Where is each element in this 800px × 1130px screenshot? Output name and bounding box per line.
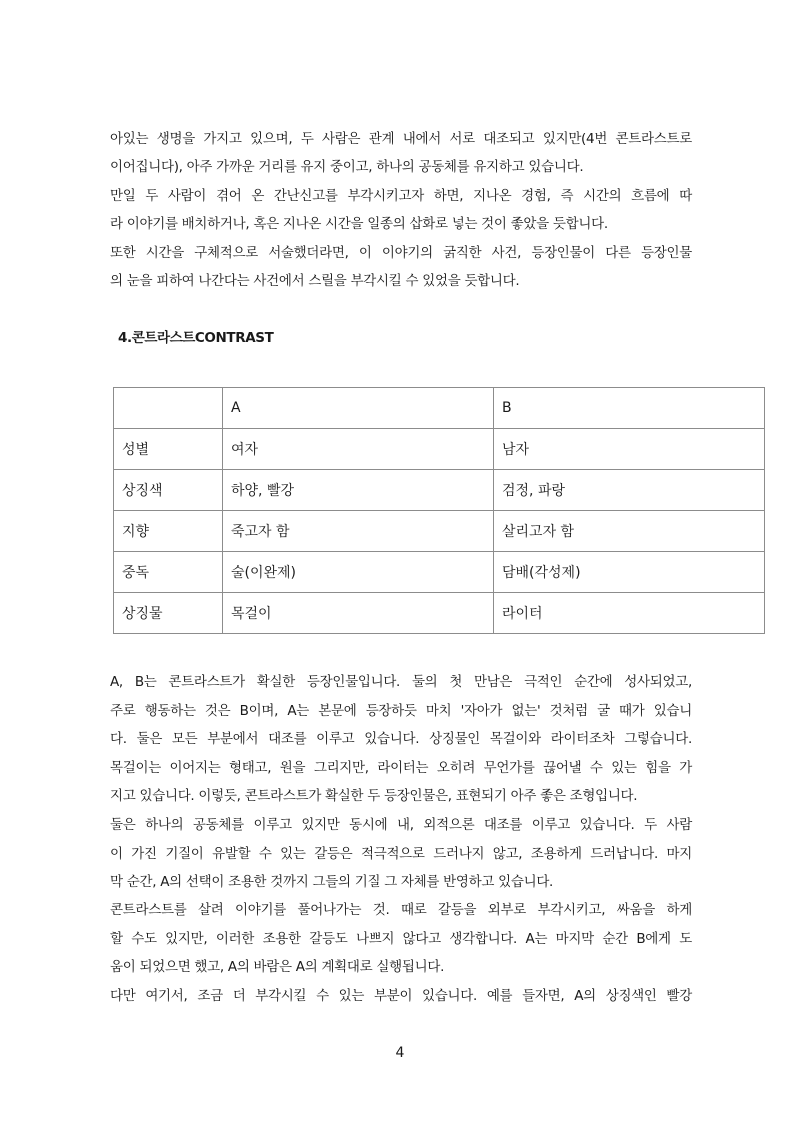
intro-paragraph-1 [110, 125, 692, 154]
intro-paragraph-3 [110, 239, 692, 268]
text-line: 지고 있습니다. 이렇듯, 콘트라스트가 확실한 두 등장인물은, 표현되기 아주 좋은 조형입니다. [110, 788, 638, 804]
table-cell-label: 지향 [114, 511, 223, 552]
intro-paragraph-3-end [110, 267, 692, 296]
body-paragraph-3-end [110, 953, 692, 982]
text-line: 막 순간, A의 선택이 조용한 것까지 그들의 기질 그 자체를 반영하고 있습니다. [110, 874, 554, 890]
body-paragraph-3 [110, 896, 692, 953]
section-heading: 4.콘트라스트CONTRAST [118, 330, 274, 346]
page-number: 4 [395, 1045, 405, 1061]
text-line: 또한 시간을 구체적으로 서술했더라면, 이 이야기의 굵직한 사건, 등장인물이 다른 등장인물 [110, 245, 692, 261]
text-line: 콘트라스트를 살려 이야기를 풀어나가는 것. 때로 갈등을 외부로 부각시키고, 싸움을 하게 [110, 902, 692, 918]
table-cell-label: 성별 [114, 429, 223, 470]
table-cell: 여자 [223, 429, 494, 470]
body-paragraph-2 [110, 811, 692, 868]
table-header-cell [114, 388, 223, 429]
text-line: 만일 두 사람이 겪어 온 간난신고를 부각시키고자 하면, 지나온 경험, 즉 시간의 흐름에 따 [110, 188, 692, 204]
table-cell: 검정, 파랑 [494, 470, 765, 511]
text-line: 움이 되었으면 했고, A의 바람은 A의 계획대로 실행됩니다. [110, 959, 445, 975]
text-line: A, B는 콘트라스트가 확실한 등장인물입니다. 둘의 첫 만남은 극적인 순간에 성사되었고, [110, 674, 692, 690]
intro-paragraph-2 [110, 182, 692, 211]
body-paragraph-1-end [110, 782, 692, 811]
text-line: 이어집니다), 아주 가까운 거리를 유지 중이고, 하나의 공동체를 유지하고 있습니다. [110, 159, 584, 175]
table-cell: 살리고자 함 [494, 511, 765, 552]
text-line: 아있는 생명을 가지고 있으며, 두 사람은 관계 내에서 서로 대조되고 있지만(4번 콘트라스트로 [110, 131, 692, 147]
text-line: 할 수도 있지만, 이러한 조용한 갈등도 나쁘지 않다고 생각합니다. A는 마지막 순간 B에게 도 [110, 930, 692, 947]
table-cell: 라이터 [494, 593, 765, 634]
table-row [114, 593, 765, 634]
intro-paragraph-2-end [110, 210, 692, 239]
table-header-row [114, 388, 765, 429]
text-line: 의 눈을 피하여 나간다는 사건에서 스릴을 부각시킬 수 있었을 듯합니다. [110, 273, 520, 289]
text-line: 목걸이는 이어지는 형태고, 원을 그리지만, 라이터는 오히려 무언가를 끊어낼 수 있는 힘을 가 [110, 759, 692, 776]
text-line: 이 가진 기질이 유발할 수 있는 갈등은 적극적으로 드러나지 않고, 조용하게 드러납니다. 마지 [110, 845, 692, 862]
table-cell-label: 상징색 [114, 470, 223, 511]
text-line: 주로 행동하는 것은 B이며, A는 본문에 등장하듯 마치 '자아가 없는' 것처럼 굴 때가 있습니 [110, 702, 692, 719]
table-row [114, 470, 765, 511]
table-header-cell: B [494, 388, 765, 429]
table-header-cell: A [223, 388, 494, 429]
table-cell: 목걸이 [223, 593, 494, 634]
intro-paragraph-1-end [110, 153, 692, 182]
table-cell-label: 중독 [114, 552, 223, 593]
text-line: 다만 여기서, 조금 더 부각시킬 수 있는 부분이 있습니다. 예를 들자면, A의 상징색인 빨강 [110, 988, 692, 1004]
table-cell-label: 상징물 [114, 593, 223, 634]
table-cell: 하양, 빨강 [223, 470, 494, 511]
table-row [114, 429, 765, 470]
text-line: 둘은 하나의 공동체를 이루고 있지만 동시에 내, 외적으론 대조를 이루고 있습니다. 두 사람 [110, 817, 692, 833]
text-line: 라 이야기를 배치하거나, 혹은 지나온 시간을 일종의 삽화로 넣는 것이 좋았을 듯합니다. [110, 216, 608, 232]
body-paragraph-4 [110, 982, 692, 1011]
table-row [114, 552, 765, 593]
table-cell: 술(이완제) [223, 552, 494, 593]
body-paragraph-2-end [110, 868, 692, 897]
contrast-table [113, 387, 765, 634]
body-paragraph-1 [110, 668, 692, 782]
table-row [114, 511, 765, 552]
text-line: 다. 둘은 모든 부분에서 대조를 이루고 있습니다. 상징물인 목걸이와 라이터조차 그렇습니다. [110, 731, 692, 747]
table-cell: 죽고자 함 [223, 511, 494, 552]
table-cell: 남자 [494, 429, 765, 470]
table-cell: 담배(각성제) [494, 552, 765, 593]
